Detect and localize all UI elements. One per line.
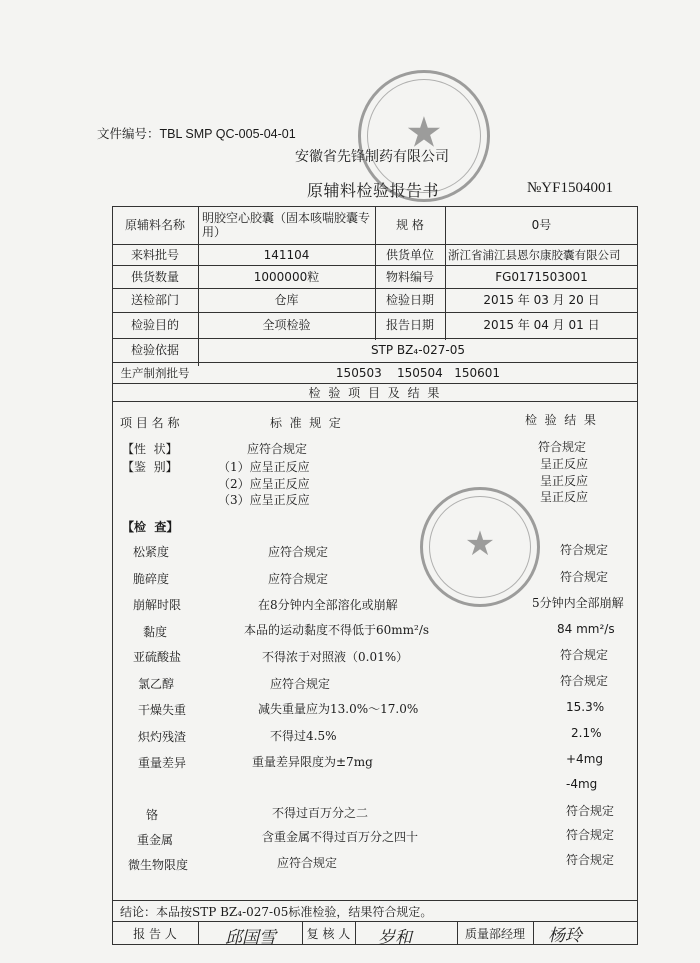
row-result: 符合规定: [560, 674, 609, 688]
row-result: 符合规定: [560, 570, 609, 584]
row-standard: （2）应呈正反应: [218, 477, 310, 491]
row-standard: 不得浓于对照液（0.01%）: [262, 650, 409, 664]
row-result: 呈正反应: [540, 457, 589, 471]
divider: [198, 206, 199, 366]
divider: [112, 265, 638, 266]
material-label: 原辅料名称: [124, 218, 185, 232]
reporter-signature: 邱国雪: [225, 928, 276, 948]
column-header-result: 检 验 结 果: [525, 413, 596, 427]
row-item: 干燥失重: [138, 703, 187, 717]
star-icon: ★: [464, 523, 496, 564]
row-standard: 减失重量应为13.0%～17.0%: [258, 702, 419, 716]
basis-value: STP BZ₄-027-05: [370, 343, 466, 357]
row-result: 15.3%: [566, 700, 605, 714]
reporter-label: 报 告 人: [133, 927, 177, 941]
qc-seal: [420, 487, 540, 607]
row-result: 符合规定: [566, 804, 615, 818]
production-batch-value: 150503 150504 150601: [335, 366, 501, 380]
row-result: 符合规定: [538, 440, 587, 454]
file-number: 文件编号：TBL SMP QC-005-04-01: [97, 127, 296, 141]
row-item: 炽灼残渣: [138, 730, 187, 744]
star-icon: ★: [405, 107, 443, 157]
divider: [112, 312, 638, 313]
row-standard: 应符合规定: [268, 545, 329, 559]
row-result: 2.1%: [571, 726, 602, 740]
row-standard: 应符合规定: [277, 856, 338, 870]
row-result: 呈正反应: [540, 474, 589, 488]
divider: [112, 338, 638, 339]
row-standard: 不得过百万分之二: [272, 806, 369, 820]
report-number: №YF1504001: [527, 180, 613, 196]
divider: [112, 362, 638, 363]
supplier-value: 浙江省浦江县恩尔康胶囊有限公司: [448, 248, 621, 262]
row-item: 重金属: [137, 833, 174, 847]
company-name: 安徽省先锋制药有限公司: [295, 149, 449, 165]
row-standard: （3）应呈正反应: [218, 493, 310, 507]
divider: [198, 921, 199, 945]
dept-value: 仓库: [274, 293, 299, 307]
divider: [112, 401, 638, 402]
divider: [112, 900, 638, 901]
row-item: 亚硫酸盐: [133, 650, 182, 664]
row-item: 崩解时限: [133, 598, 182, 612]
row-result: 符合规定: [566, 853, 615, 867]
divider: [355, 921, 356, 945]
conclusion: 结论：本品按STP BZ₄-027-05标准检验，结果符合规定。: [120, 905, 433, 919]
report-date-label: 报告日期: [385, 318, 434, 332]
row-standard: 不得过4.5%: [270, 729, 337, 743]
section-title: 检 验 项 目 及 结 果: [308, 386, 442, 400]
row-standard: 应符合规定: [270, 677, 331, 691]
report-date-value: 2015 年 04 月 01 日: [483, 318, 600, 332]
row-standard: 在8分钟内全部溶化或崩解: [258, 598, 398, 612]
material-value: 明胶空心胶囊（固本咳喘胶囊专用）: [202, 211, 371, 239]
supplier-label: 供货单位: [385, 248, 434, 262]
row-standard: 本品的运动黏度不得低于60mm²/s: [244, 623, 430, 637]
row-result: 84 mm²/s: [557, 622, 615, 636]
row-item: 【检 查】: [122, 520, 179, 534]
qty-label: 供货数量: [130, 270, 179, 284]
divider: [112, 288, 638, 289]
row-standard: 应符合规定: [268, 572, 329, 586]
row-standard: 重量差异限度为±7mg: [252, 755, 373, 769]
inspection-date-label: 检验日期: [385, 293, 434, 307]
row-item: 脆碎度: [133, 572, 170, 586]
column-header-standard: 标 准 规 定: [270, 416, 341, 430]
spec-value: 0号: [531, 218, 552, 232]
row-item: 微生物限度: [128, 858, 189, 872]
code-label: 物料编号: [385, 270, 434, 284]
row-item: 【鉴 别】: [122, 460, 178, 474]
purpose-label: 检验目的: [130, 318, 179, 332]
batch-value: 141104: [263, 248, 310, 262]
row-result: 符合规定: [560, 648, 609, 662]
row-item: 松紧度: [133, 545, 170, 559]
row-result: 符合规定: [566, 828, 615, 842]
qa-manager-label: 质量部经理: [464, 927, 525, 941]
purpose-value: 全项检验: [262, 318, 311, 332]
row-standard: 含重金属不得过百万分之四十: [262, 830, 419, 844]
company-seal-top: [358, 70, 490, 202]
dept-label: 送检部门: [130, 293, 179, 307]
code-value: FG0171503001: [495, 270, 588, 284]
row-result: 呈正反应: [540, 490, 589, 504]
row-result: -4mg: [566, 777, 598, 791]
row-item: 铬: [146, 808, 159, 822]
batch-label: 来料批号: [130, 248, 179, 262]
reviewer-label: 复 核 人: [306, 927, 351, 941]
divider: [112, 383, 638, 384]
row-standard: 应符合规定: [247, 442, 308, 456]
row-item: 重量差异: [138, 756, 187, 770]
row-standard: （1）应呈正反应: [218, 460, 310, 474]
row-item: 黏度: [143, 625, 168, 639]
reviewer-signature: 岁和: [378, 928, 412, 948]
qty-value: 1000000粒: [253, 270, 320, 284]
row-result: 5分钟内全部崩解: [532, 596, 624, 610]
qa-manager-signature: 杨玲: [548, 926, 582, 946]
row-item: 【性 状】: [122, 442, 178, 456]
basis-label: 检验依据: [130, 343, 179, 357]
row-result: +4mg: [566, 752, 603, 766]
row-item: 氯乙醇: [138, 677, 175, 691]
row-result: 符合规定: [560, 543, 609, 557]
divider: [533, 921, 534, 945]
production-batch-label: 生产制剂批号: [120, 366, 190, 380]
inspection-date-value: 2015 年 03 月 20 日: [483, 293, 600, 307]
divider: [112, 244, 638, 245]
column-header-item: 项 目 名 称: [120, 416, 180, 430]
spec-label: 规 格: [396, 218, 424, 232]
report-title: 原辅料检验报告书: [307, 181, 440, 200]
